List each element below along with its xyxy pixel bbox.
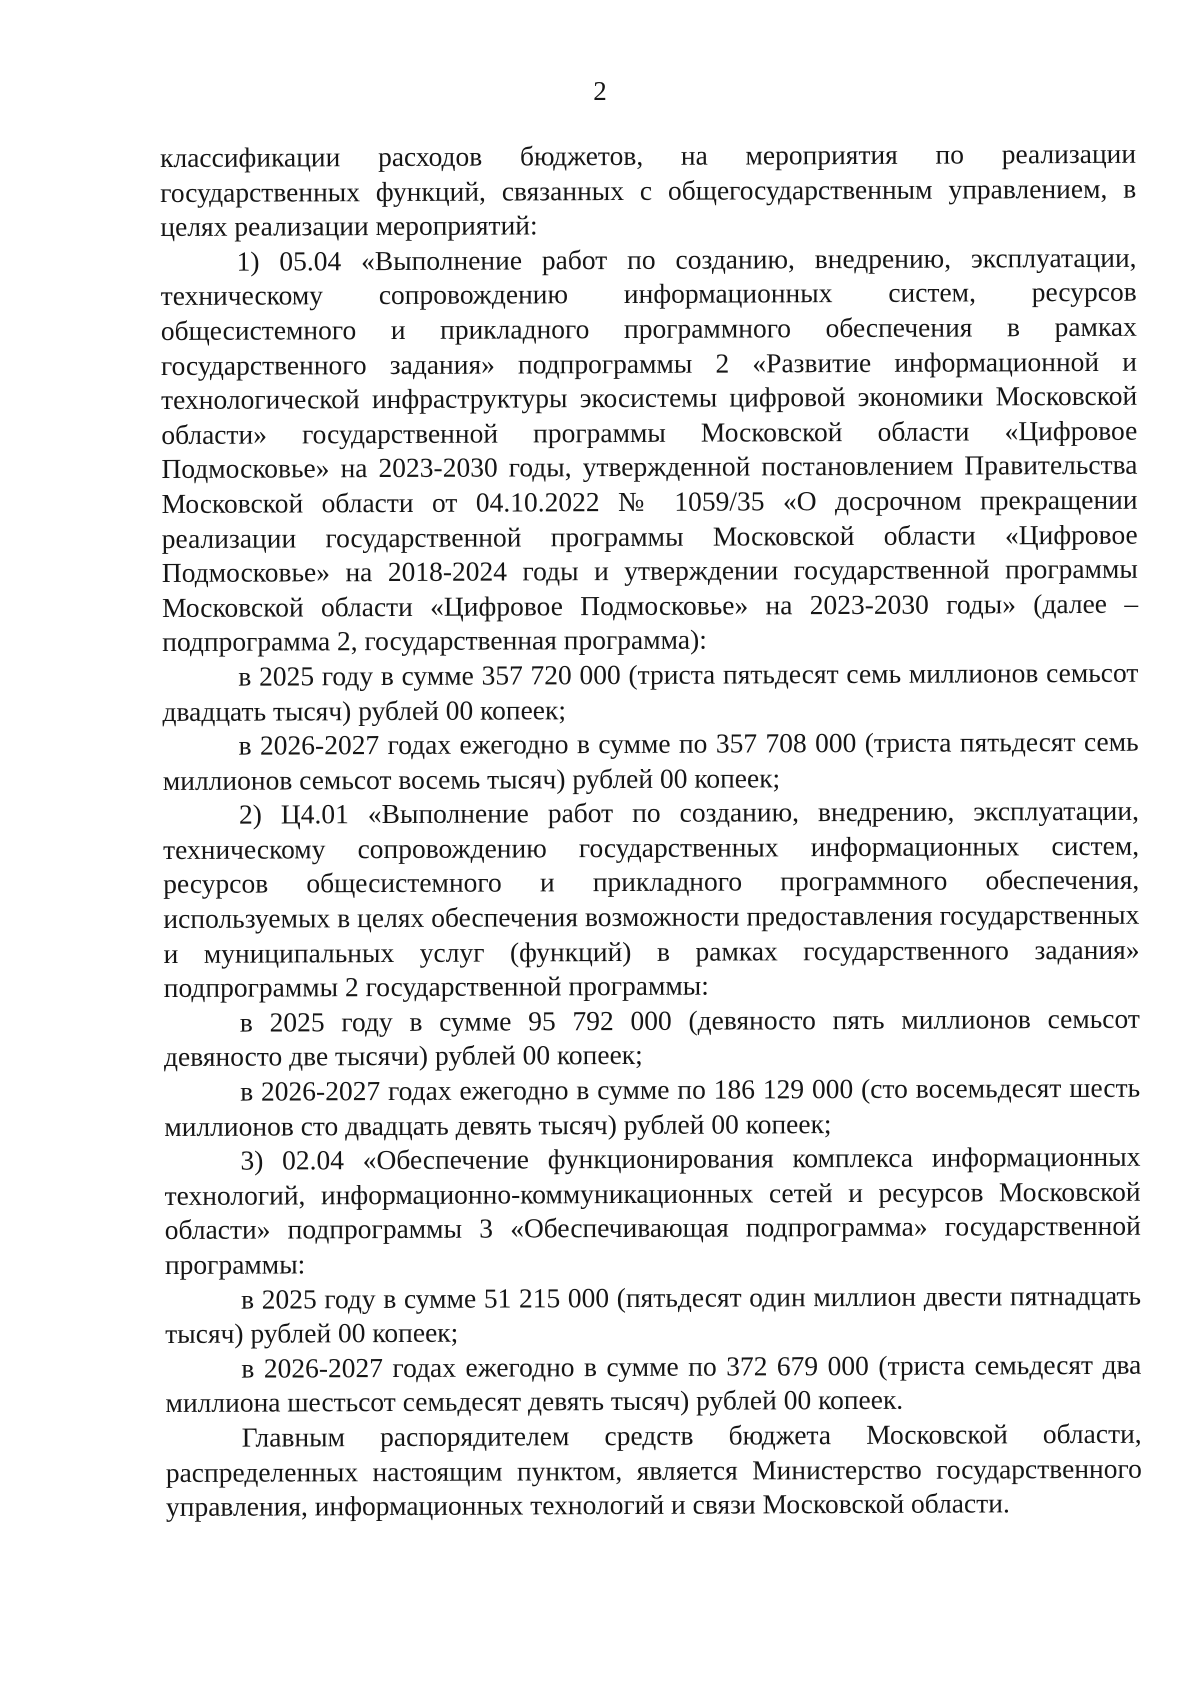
paragraph-item-2-2025: в 2025 году в сумме 95 792 000 (девяносто пять миллионов семьсот девяносто две тысячи) рублей 00 копеек; <box>163 1002 1140 1073</box>
paragraph-item-2: 2) Ц4.01 «Выполнение работ по созданию, внедрению, эксплуатации, техническому сопровождению государственных информационных систем, ресурсов общесистемного и прикладного программного обеспечения, используемых в целях обеспечения возможности предоставления государственных и муниципальных услуг (функций) в рамках государственного задания» подпрограммы 2 государственной программы: <box>163 795 1140 1004</box>
paragraph-item-3-2025: в 2025 году в сумме 51 215 000 (пятьдесят один миллион двести пятнадцать тысяч) рублей 00 копеек; <box>165 1279 1142 1350</box>
paragraph-item-3: 3) 02.04 «Обеспечение функционирования комплекса информационных технологий, информационно-коммуникационных сетей и ресурсов Московской области» подпрограммы 3 «Обеспечивающая подпрограмма» государственной программы: <box>164 1140 1141 1280</box>
paragraph-item-1-2025: в 2025 году в сумме 357 720 000 (триста пятьдесят семь миллионов семьсот двадцать тысяч) рублей 00 копеек; <box>162 656 1139 727</box>
paragraph-item-3-2026-2027: в 2026-2027 годах ежегодно в сумме по 372 679 000 (триста семьдесят два миллиона шестьсот семьдесят девять тысяч) рублей 00 копеек. <box>165 1348 1142 1419</box>
page-number: 2 <box>593 76 607 106</box>
paragraph-main-administrator: Главным распорядителем средств бюджета Московской области, распределенных настоящим пунктом, является Министерство государственного управления, информационных технологий и связи Московской области. <box>165 1417 1142 1523</box>
paragraph-item-1: 1) 05.04 «Выполнение работ по созданию, внедрению, эксплуатации, техническому сопровождению информационных систем, ресурсов общесистемного и прикладного программного обеспечения в рамках государственного задания» подпрограммы 2 «Развитие информационной и технологической инфраструктуры экосистемы цифровой экономики Московской области» государственной программы Московской области «Цифровое Подмосковье» на 2023-2030 годы, утвержденной постановлением Правительства Московской области от 04.10.2022 № 1059/35 «О досрочном прекращении реализации государственной программы Московской области «Цифровое Подмосковье» на 2018-2024 годы и утверждении государственной программы Московской области «Цифровое Подмосковье» на 2023-2030 годы» (далее – подпрограмма 2, государственная программа): <box>160 241 1139 658</box>
paragraph-item-2-2026-2027: в 2026-2027 годах ежегодно в сумме по 186 129 000 (сто восемьдесят шесть миллионов сто двадцать девять тысяч) рублей 00 копеек; <box>164 1071 1141 1142</box>
document-body <box>160 137 1142 1525</box>
paragraph-item-1-2026-2027: в 2026-2027 годах ежегодно в сумме по 357 708 000 (триста пятьдесят семь миллионов семьсот восемь тысяч) рублей 00 копеек; <box>162 725 1139 796</box>
paragraph-intro-continuation: классификации расходов бюджетов, на мероприятия по реализации государственных функций, связанных с общегосударственным управлением, в целях реализации мероприятий: <box>160 137 1137 243</box>
